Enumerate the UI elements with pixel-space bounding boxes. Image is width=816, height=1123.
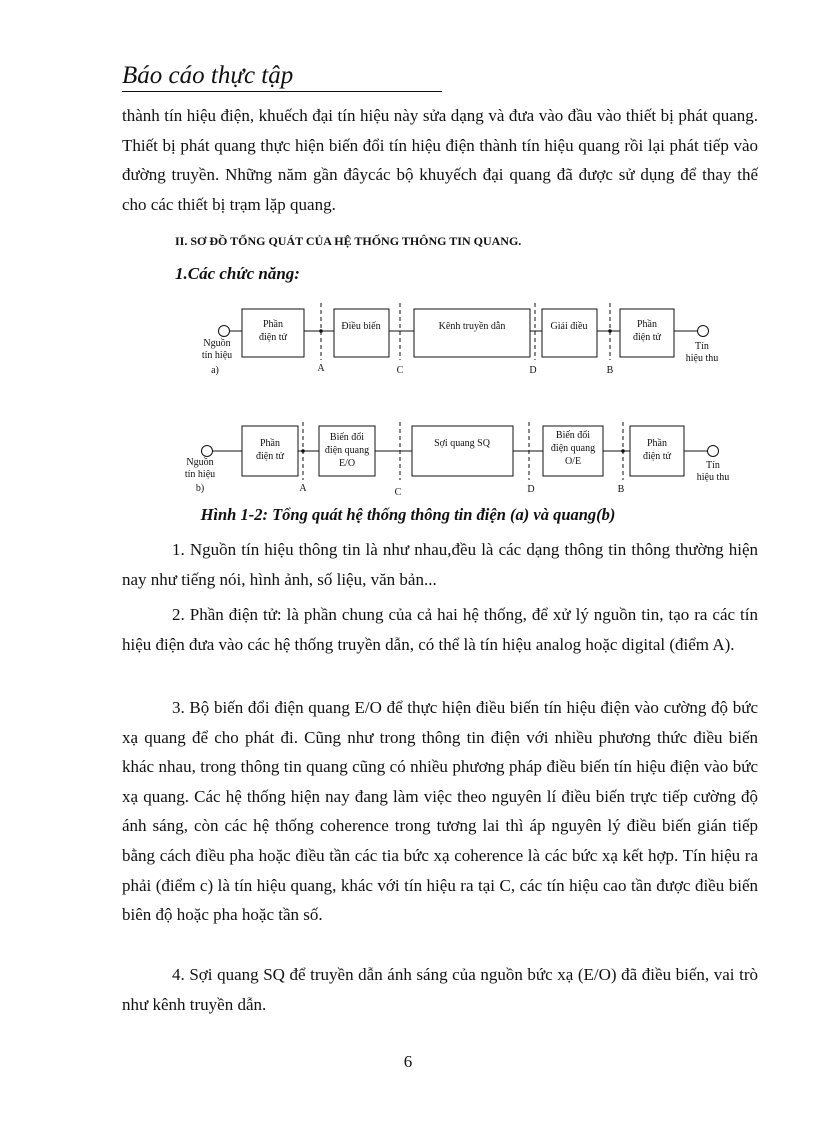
figure-caption: Hình 1-2: Tổng quát hệ thống thông tin điện (a) và quang(b) [200,505,616,524]
label-oe-converter-line3: O/E [564,456,582,467]
label-electronics-a2: Phần [637,319,657,330]
paragraph-3: 3. Bộ biến đổi điện quang E/O để thực hiện điều biến tín hiệu điện vào cường độ bức xạ quang để cho phát đi. Cũng như trong thông tin điện với nhiều phương thức điều biến khác nhau, trong thông tin quang cũng có nhiều phương pháp điều biến tín hiệu điện vào bức xạ quang. Các hệ thống hiện nay đang làm việc theo nguyên lí điều biến trực tiếp cường độ ánh sáng, còn các hệ thống coherence trong tương lai thì áp nguyên lý điều biến gián tiếp bằng cách điều pha hoặc điều tần các tia bức xạ coherence là các bức xạ kết hợp. Tín hiệu ra phải (điểm c) là tín hiệu quang, khác với tín hiệu ra tại C, các tín hiệu cao tần được điều biến biên độ hoặc pha hoặc tần số. [122,698,758,925]
subheading: 1.Các chức năng: [175,264,300,283]
block-modulator-a [334,309,389,357]
block-channel-a [414,309,530,357]
section-heading: II. SƠ ĐỒ TỔNG QUÁT CỦA HỆ THỐNG THÔNG TIN QUANG. [175,234,522,248]
point-d-label: D [529,365,537,376]
page-number: 6 [403,1052,413,1071]
block-optical-fiber [412,426,513,476]
point-c-label-b: C [394,487,402,498]
point-a-label: A [317,363,325,374]
label-electronics-a1-line2: điện tử [259,332,287,343]
label-source-b: Nguồn [186,457,214,468]
label-source-b-line2: tín hiệu [184,469,216,480]
diagram-electrical-system [180,300,740,382]
label-source-a: Nguồn [203,338,231,349]
sink-terminal-b [708,446,719,457]
point-a-label-b: A [299,483,307,494]
paragraph-intro: thành tín hiệu điện, khuếch đại tín hiệu này sửa dạng và đưa vào đầu vào thiết bị phát quang. Thiết bị phát quang thực hiện biến đổi tín hiệu điện thành tín hiệu quang rồi lại phát tiếp vào đường truyền. Những năm gần đâycác bộ khuyếch đại quang đã được sử dụng để thay thế cho các thiết bị trạm lặp quang. [122,106,758,214]
label-sink-a-line2: hiệu thu [685,353,719,364]
source-terminal-a [219,326,230,337]
label-electronics-a2-line2: điện tử [633,332,661,343]
paragraph-2: 2. Phần điện tử: là phần chung của cả hai hệ thống, để xử lý nguồn tin, tạo ra các tín hiệu điện đưa vào các hệ thống truyền dẫn, có thể là tín hiệu analog hoặc digital (điểm A). [122,605,758,654]
page-header-title: Báo cáo thực tập [122,62,442,92]
paragraph-1: 1. Nguồn tín hiệu thông tin là như nhau,đều là các dạng thông tin thông thường hiện nay như tiếng nói, hình ảnh, số liệu, văn bản... [122,540,758,589]
point-b-label: B [606,365,614,376]
label-oe-converter: Biến đổi [555,430,591,441]
label-eo-converter: Biến đổi [329,432,365,443]
label-optical-fiber: Sợi quang SQ [434,438,490,449]
label-modulator-a: Điều biến [341,321,381,332]
label-sink-b: Tín [706,460,720,471]
label-source-a-line2: tín hiệu [201,350,233,361]
source-terminal-b [202,446,213,457]
label-sink-b-line2: hiệu thu [696,472,730,483]
point-b-label-b: B [617,484,625,495]
label-electronics-b1-line2: điện tử [256,451,284,462]
label-eo-converter-line3: E/O [338,458,356,469]
label-eo-converter-line2: điện quang [324,445,370,456]
label-electronics-a1: Phần [263,319,283,330]
label-tag-a: a) [211,365,219,376]
point-d-label-b: D [527,484,535,495]
paragraph-4: 4. Sợi quang SQ để truyền dẫn ánh sáng của nguồn bức xạ (E/O) đã điều biến, vai trò như kênh truyền dẫn. [122,965,758,1014]
label-electronics-b2-line2: điện tử [643,451,671,462]
label-electronics-b1: Phần [260,438,280,449]
label-tag-b: b) [195,483,205,494]
point-c-label: C [396,365,404,376]
block-demodulator-a [542,309,597,357]
label-sink-a: Tín [695,341,709,352]
label-demodulator-a: Giải điều [550,321,588,332]
diagram-optical-system [180,418,740,502]
label-oe-converter-line2: điện quang [550,443,596,454]
label-electronics-b2: Phần [647,438,667,449]
label-channel-a: Kênh truyền dẫn [438,321,506,332]
sink-terminal-a [698,326,709,337]
